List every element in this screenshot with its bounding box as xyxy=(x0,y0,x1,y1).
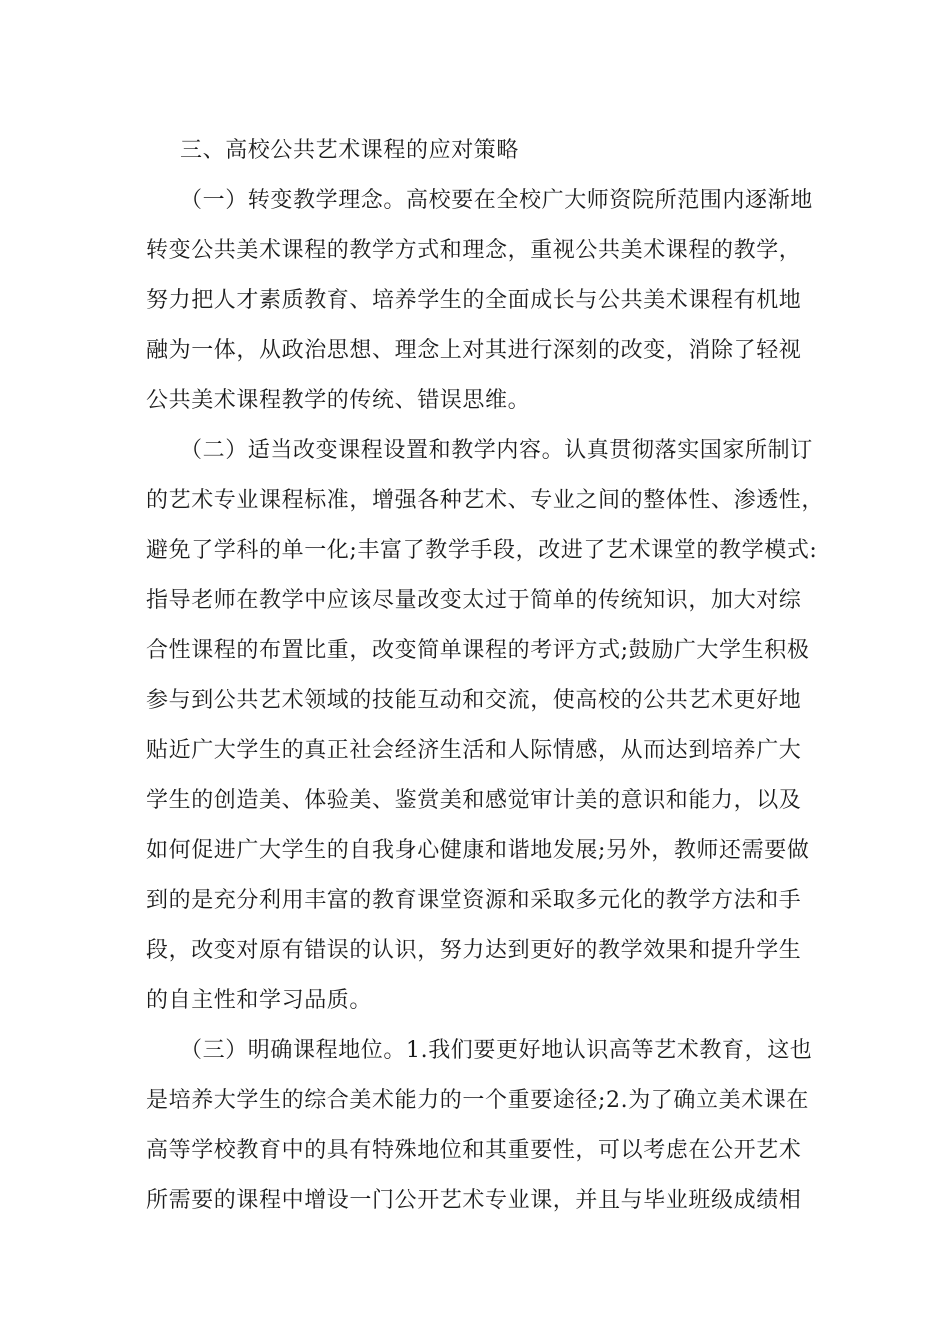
paragraph-line: （二）适当改变课程设置和教学内容。认真贯彻落实国家所制订 xyxy=(180,438,813,463)
paragraph-line: 公共美术课程教学的传统、错误思维。 xyxy=(146,388,531,413)
paragraph-line: 的艺术专业课程标准，增强各种艺术、专业之间的整体性、渗透性， xyxy=(146,488,825,513)
paragraph-line: 如何促进广大学生的自我身心健康和谐地发展;另外，教师还需要做 xyxy=(146,838,810,863)
paragraph-line: 学生的创造美、体验美、鉴赏美和感觉审计美的意识和能力，以及 xyxy=(146,788,802,813)
paragraph-line: 的自主性和学习品质。 xyxy=(146,988,373,1013)
paragraph-line: 努力把人才素质教育、培养学生的全面成长与公共美术课程有机地 xyxy=(146,288,802,313)
paragraph-line: 融为一体，从政治思想、理念上对其进行深刻的改变，消除了轻视 xyxy=(146,338,802,363)
paragraph-line: 合性课程的布置比重，改变简单课程的考评方式;鼓励广大学生积极 xyxy=(146,638,810,663)
paragraph-line: 指导老师在教学中应该尽量改变太过于简单的传统知识，加大对综 xyxy=(146,588,802,613)
section-heading: 三、高校公共艺术课程的应对策略 xyxy=(180,138,520,163)
paragraph-line: 段，改变对原有错误的认识，努力达到更好的教学效果和提升学生 xyxy=(146,938,802,963)
paragraph-line: 到的是充分利用丰富的教育课堂资源和采取多元化的教学方法和手 xyxy=(146,888,802,913)
paragraph-line: （一）转变教学理念。高校要在全校广大师资院所范围内逐渐地 xyxy=(180,188,813,213)
paragraph-line: 所需要的课程中增设一门公开艺术专业课，并且与毕业班级成绩相 xyxy=(146,1188,802,1213)
paragraph-line: 避免了学科的单一化;丰富了教学手段，改进了艺术课堂的教学模式: xyxy=(146,538,818,563)
paragraph-line: （三）明确课程地位。1.我们要更好地认识高等艺术教育，这也 xyxy=(180,1038,813,1063)
paragraph-line: 是培养大学生的综合美术能力的一个重要途径;2.为了确立美术课在 xyxy=(146,1088,810,1113)
paragraph-line: 参与到公共艺术领域的技能互动和交流，使高校的公共艺术更好地 xyxy=(146,688,802,713)
paragraph-line: 贴近广大学生的真正社会经济生活和人际情感，从而达到培养广大 xyxy=(146,738,802,763)
paragraph-line: 转变公共美术课程的教学方式和理念，重视公共美术课程的教学， xyxy=(146,238,802,263)
paragraph-line: 高等学校教育中的具有特殊地位和其重要性，可以考虑在公开艺术 xyxy=(146,1138,802,1163)
